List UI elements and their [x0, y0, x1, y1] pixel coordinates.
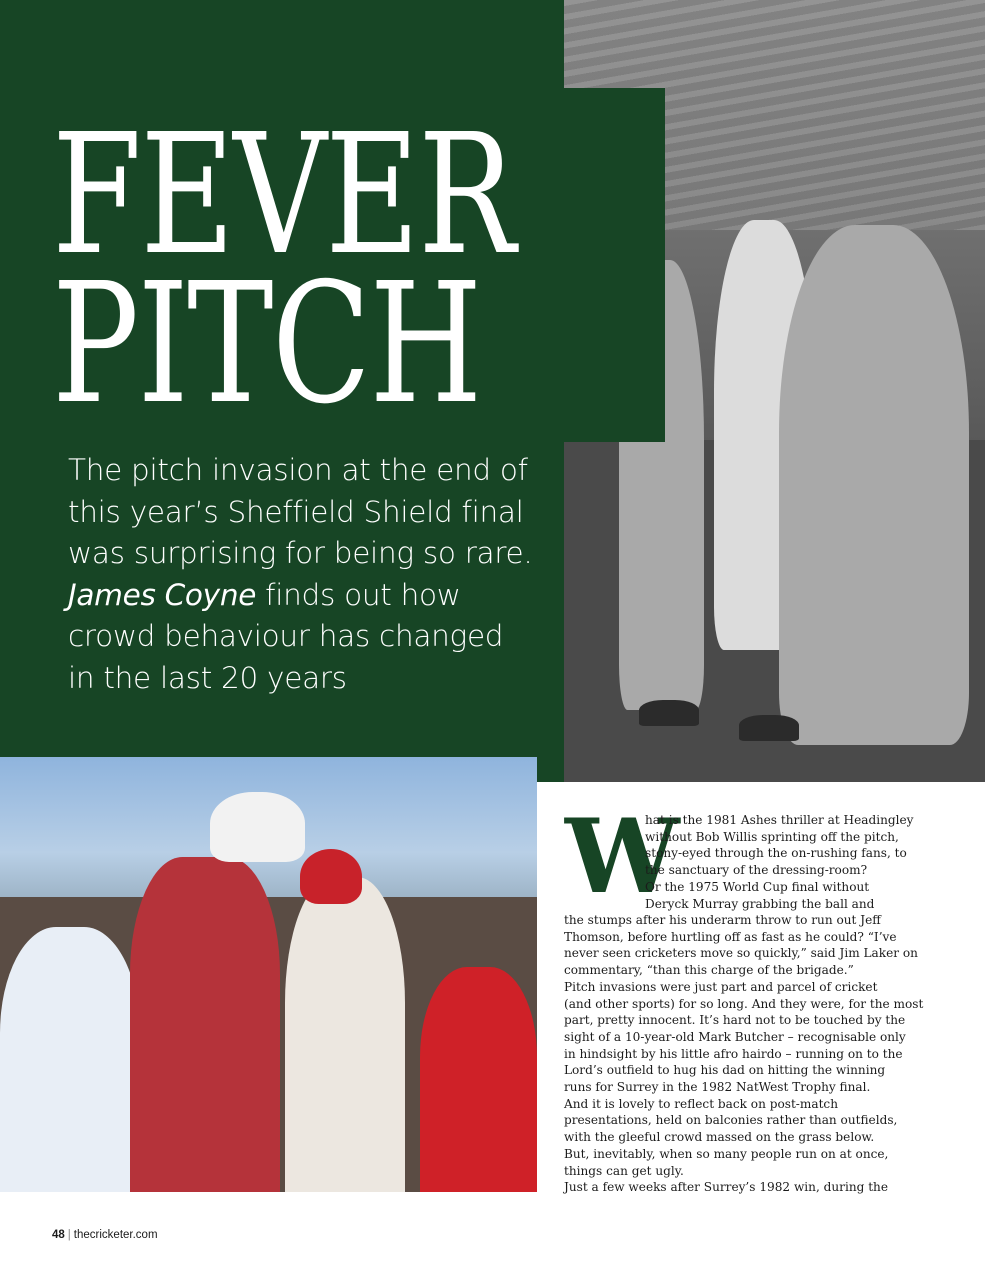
- article-line: commentary, “than this charge of the brigade.”: [564, 963, 854, 978]
- article-line: sight of a 10-year-old Mark Butcher – recognisable only: [564, 1029, 906, 1044]
- photo-cricketer-whites: [285, 877, 405, 1192]
- article-line: presentations, held on balconies rather than outfields,: [564, 1113, 898, 1128]
- photo-fan-check-shirt: [130, 857, 280, 1192]
- footer-separator: |: [67, 1229, 71, 1241]
- color-pitch-invasion-photo: [0, 757, 537, 1192]
- photo-fan-red-shirt: [420, 967, 537, 1192]
- article-line: with the gleeful crowd massed on the grass below.: [564, 1130, 875, 1145]
- photo-white-hat: [210, 792, 305, 862]
- article-line: things can get ugly.: [564, 1163, 684, 1178]
- article-line: Or the 1975 World Cup final without: [645, 879, 870, 894]
- standfirst-text: The pitch invasion at the end of this year’s Sheffield Shield final was surprising for being so rare.: [68, 453, 533, 570]
- photo-fan-shirt: [0, 927, 140, 1192]
- article-line: without Bob Willis sprinting off the pitch,: [645, 829, 899, 844]
- article-line: in hindsight by his little afro hairdo – running on to the: [564, 1046, 903, 1061]
- article-line: hat is the 1981 Ashes thriller at Headingley: [645, 813, 914, 827]
- headline-line-2: PITCH: [52, 248, 481, 441]
- headline-background-extension: [564, 88, 665, 442]
- photo-figure-fan-right: [779, 225, 969, 745]
- photo-shoe-mid: [739, 715, 799, 741]
- page-number: 48: [52, 1229, 65, 1241]
- standfirst-text-end: finds out how crowd behaviour has changed in the last 20 years: [68, 577, 504, 695]
- article-line: Just a few weeks after Surrey’s 1982 win, during the: [564, 1180, 889, 1195]
- article-line: the stumps after his underarm throw to run out Jeff: [564, 913, 881, 927]
- article-line: Thomson, before hurtling off as fast as he could? “I’ve: [564, 929, 897, 944]
- article-line: And it is lovely to reflect back on post-match: [564, 1096, 838, 1111]
- standfirst-author: James Coyne: [68, 577, 257, 612]
- site-url: thecricketer.com: [73, 1229, 158, 1241]
- article-line: runs for Surrey in the 1982 NatWest Trophy final.: [564, 1080, 871, 1095]
- article-line: (and other sports) for so long. And they were, for the most: [564, 996, 924, 1011]
- article-body: [564, 912, 923, 1196]
- article-line: never seen cricketers move so quickly,” said Jim Laker on: [564, 946, 918, 961]
- article-line: Lord’s outfield to hug his dad on hitting the winning: [564, 1063, 886, 1078]
- photo-shoe-left: [639, 700, 699, 726]
- article-line: part, pretty innocent. It’s hard not to be touched by the: [564, 1013, 906, 1028]
- article-line: stony-eyed through the on-rushing fans, to: [645, 846, 907, 861]
- article-body-indented: [645, 812, 913, 912]
- article-line: the sanctuary of the dressing-room?: [645, 863, 868, 878]
- photo-red-helmet: [300, 849, 362, 904]
- page-footer: [52, 1229, 158, 1241]
- headline-line-1: FEVER: [52, 99, 515, 292]
- article-line: Pitch invasions were just part and parcel of cricket: [564, 979, 878, 994]
- dropcap: W: [565, 797, 680, 917]
- standfirst: [68, 450, 538, 699]
- article-line: Deryck Murray grabbing the ball and: [645, 896, 875, 911]
- article-line: But, inevitably, when so many people run on at once,: [564, 1146, 889, 1161]
